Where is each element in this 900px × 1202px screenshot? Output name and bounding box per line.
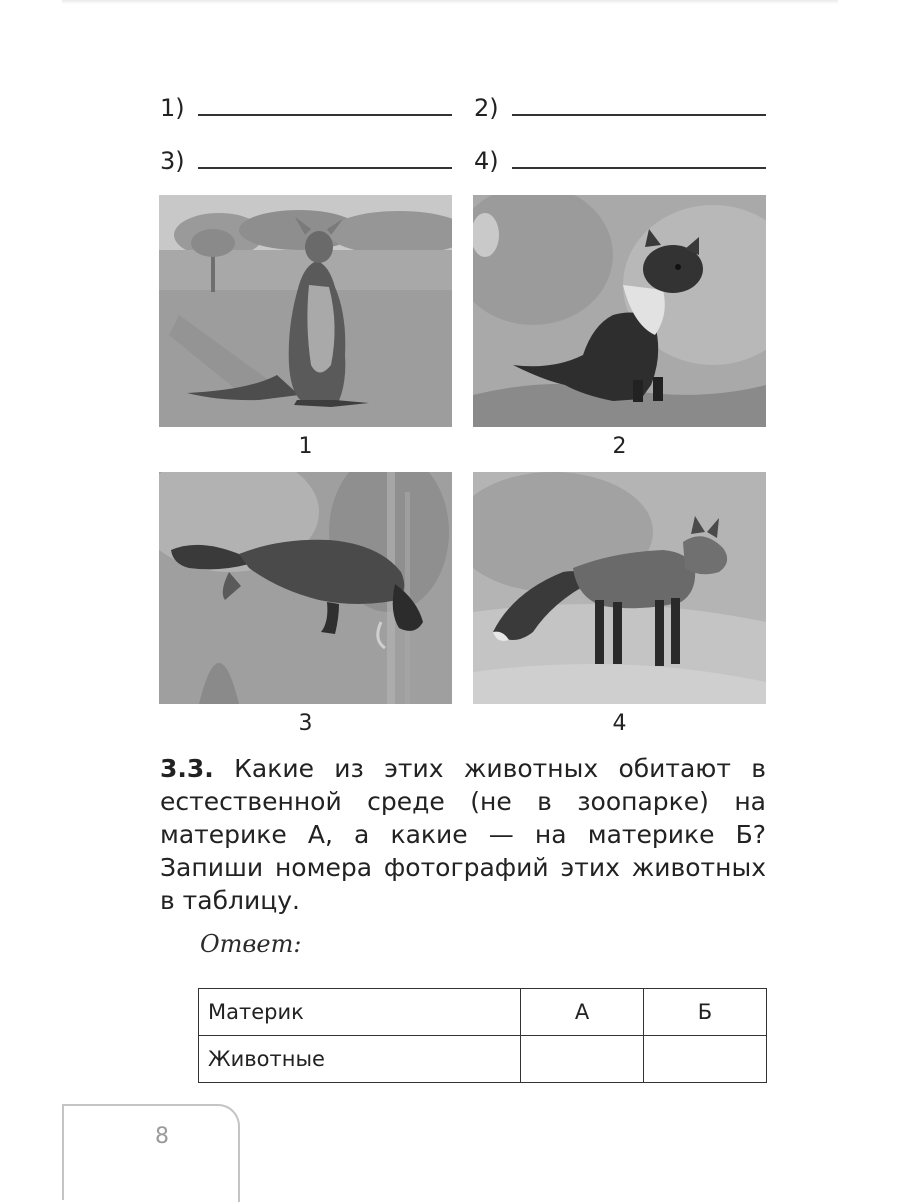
answer-cell-b[interactable] — [644, 1036, 767, 1083]
page-top-edge — [62, 0, 838, 4]
fox-image — [473, 472, 766, 704]
task-text: Какие из этих животных обитают в естественной среде (не в зоопарке) на материке А, а какие — на материке Б? Запиши номера фотографий этих животных в таблицу. — [160, 754, 766, 915]
marten-image — [473, 195, 766, 427]
blank-line — [198, 167, 452, 169]
marten-photo — [473, 195, 766, 427]
kangaroo-photo — [159, 195, 452, 427]
photo-caption: 4 — [612, 711, 627, 736]
blank-line — [198, 114, 452, 116]
answer-table — [198, 988, 767, 1083]
blank-label: 2) — [474, 94, 499, 122]
table-header-cell: Б — [644, 989, 767, 1036]
task-number: 3.3. — [160, 754, 214, 783]
answer-cell-a[interactable] — [521, 1036, 644, 1083]
page-number: 8 — [155, 1124, 169, 1149]
answer-label: Ответ: — [200, 930, 302, 958]
blank-line — [512, 114, 766, 116]
kangaroo-image — [159, 195, 452, 427]
blank-label: 3) — [160, 147, 185, 175]
platypus-photo — [159, 472, 452, 704]
answer-blank-3[interactable] — [160, 145, 460, 185]
table-row — [199, 1036, 767, 1083]
blank-label: 4) — [474, 147, 499, 175]
table-row-label: Животные — [199, 1036, 521, 1083]
answer-blank-2[interactable] — [474, 92, 774, 132]
photo-caption: 2 — [612, 434, 627, 459]
photo-caption: 3 — [298, 711, 313, 736]
fox-photo — [473, 472, 766, 704]
blank-line — [512, 167, 766, 169]
blank-label: 1) — [160, 94, 185, 122]
table-header-cell: А — [521, 989, 644, 1036]
page-number-tab — [62, 1104, 240, 1202]
answer-blank-1[interactable] — [160, 92, 460, 132]
answer-blank-4[interactable] — [474, 145, 774, 185]
photo-caption: 1 — [298, 434, 313, 459]
table-row — [199, 989, 767, 1036]
platypus-image — [159, 472, 452, 704]
table-header-cell: Материк — [199, 989, 521, 1036]
task-question — [160, 752, 766, 917]
page-number-tab-edge — [62, 1104, 64, 1200]
